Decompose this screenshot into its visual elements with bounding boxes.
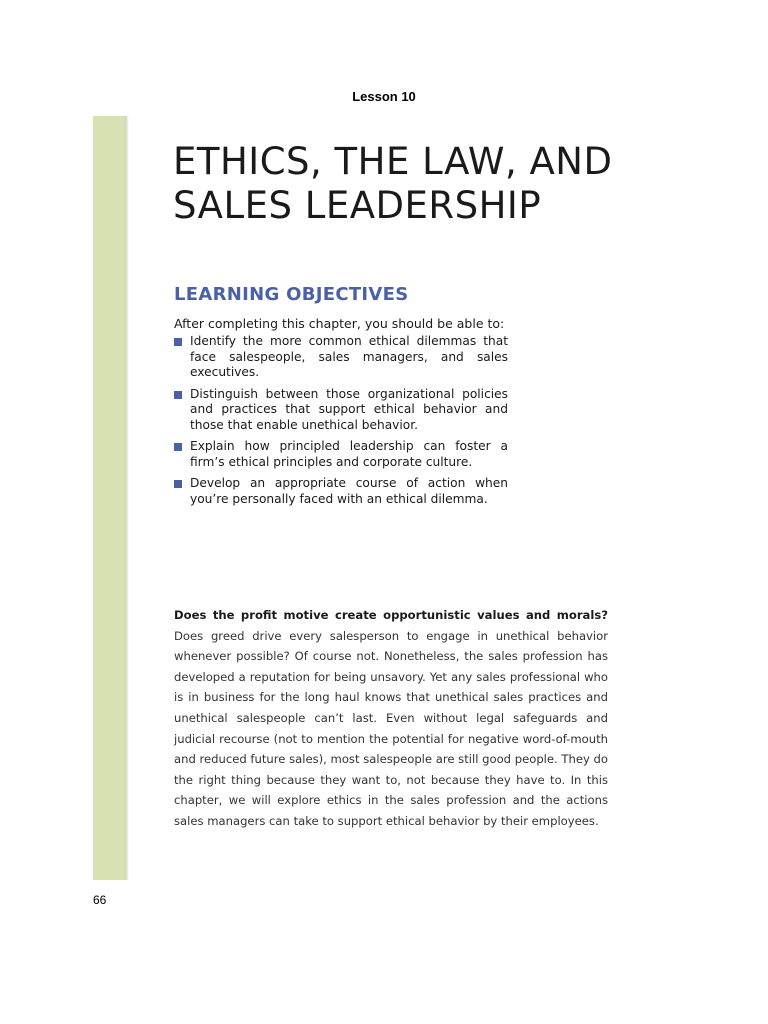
- lesson-label: Lesson 10: [352, 89, 416, 104]
- body-paragraph: [174, 605, 608, 832]
- chapter-title: [173, 140, 693, 228]
- side-stripe-shadow: [125, 116, 129, 880]
- objective-text: Develop an appropriate course of action when you’re personally faced with an ethical dilemma.: [190, 476, 508, 506]
- chapter-title-line-1: ETHICS, THE LAW, AND: [173, 140, 613, 183]
- square-bullet-icon: [174, 391, 182, 399]
- page-number: 66: [93, 893, 107, 907]
- list-item: [174, 439, 508, 470]
- list-item: [174, 387, 508, 434]
- learning-objectives-heading: LEARNING OBJECTIVES: [174, 284, 409, 305]
- objective-text: Explain how principled leadership can foster a firm’s ethical principles and corporate culture.: [190, 439, 508, 469]
- square-bullet-icon: [174, 338, 182, 346]
- square-bullet-icon: [174, 480, 182, 488]
- square-bullet-icon: [174, 443, 182, 451]
- list-item: [174, 476, 508, 507]
- objectives-intro: After completing this chapter, you should be able to:: [174, 316, 505, 331]
- objective-text: Distinguish between those organizational policies and practices that support ethical behavior and those that enable unethical behavior.: [190, 386, 508, 432]
- decorative-side-stripe: [93, 116, 125, 880]
- paragraph-text: Does greed drive every salesperson to engage in unethical behavior whenever possible? Of course not. Nonetheless, the sales profession has developed a reputation for being unsavory. Yet any sales professional who is in business for the long haul knows that unethical sales practices and unethical salespeople can’t last. Even without legal safeguards and judicial recourse (not to mention the potential for negative word-of-mouth and reduced future sales), most salespeople are still good people. They do the right thing because they want to, not because they have to. In this chapter, we will explore ethics in the sales profession and the actions sales managers can take to support ethical behavior by their employees.: [174, 628, 608, 828]
- objectives-list: [174, 334, 508, 513]
- list-item: [174, 334, 508, 381]
- paragraph-lead-in: Does the profit motive create opportunistic values and morals?: [174, 608, 608, 622]
- chapter-title-line-2: SALES LEADERSHIP: [173, 184, 542, 227]
- objective-text: Identify the more common ethical dilemmas that face salespeople, sales managers, and sales executives.: [190, 334, 508, 379]
